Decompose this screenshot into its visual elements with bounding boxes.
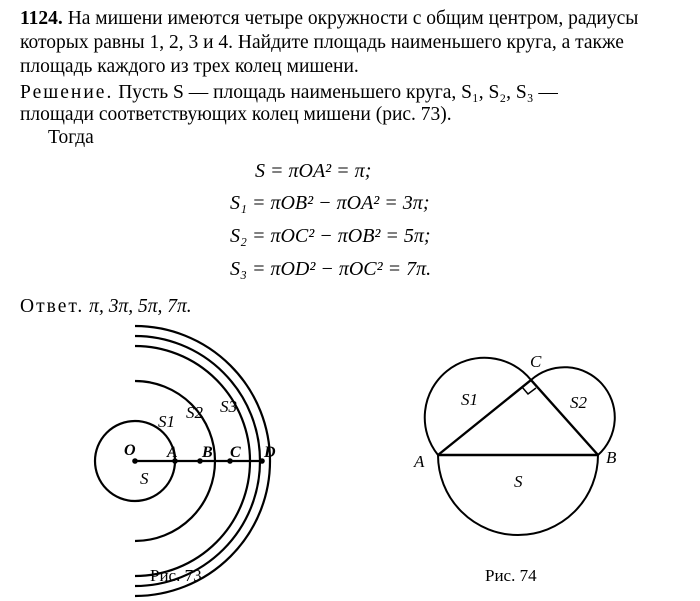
figure-74 [425,358,615,535]
solution-text-1: Пусть S — площадь наименьшего круга, S₁, S₂, S₃ — [118,82,558,103]
equation-s3: S₃ = πOD² − πOC² = 7π. [230,258,432,280]
label74-c: C [530,352,542,371]
label-a: A [167,444,178,461]
label-s2: S2 [186,403,203,422]
label74-s1: S1 [461,390,478,409]
answer-label: Ответ. [20,296,85,317]
equation-s2: S₂ = πOC² − πOB² = 5π; [230,225,431,247]
label-s: S [140,469,149,488]
figure-73-labels [124,397,276,488]
right-angle-mark [522,387,536,394]
figure-74-caption: Рис. 74 [485,566,537,585]
label74-s2: S2 [570,393,587,412]
equation-s: S = πOA² = π; [255,160,372,182]
label-s1: S1 [158,412,175,431]
answer-value: π, 3π, 5π, 7π. [89,296,192,317]
solution-label: Решение. [20,82,114,103]
figure-73 [95,326,270,596]
label-s3: S3 [220,397,237,416]
solution-line-2: площади соответствующих колец мишени (рис. 73). [20,104,452,125]
problem-text-1: На мишени имеются четыре окружности с общим центром, радиусы [67,8,639,29]
problem-line-2: которых равны 1, 2, 3 и 4. Найдите площадь наименьшего круга, а также [20,32,624,53]
label74-s: S [514,472,523,491]
label74-b: B [606,448,617,467]
label-b: B [202,444,213,461]
label-o: O [124,442,136,459]
label-d: D [264,444,276,461]
triangle-side-cb [531,380,598,455]
triangle-side-ac [438,380,531,455]
solution-then: Тогда [48,127,94,148]
equation-s1: S₁ = πOB² − πOA² = 3π; [230,192,430,214]
problem-number: 1124. [20,8,63,29]
label-c: C [230,444,241,461]
circle-ab-arc [438,455,598,535]
point-o [132,458,138,464]
label74-a: A [414,452,425,471]
problem-line-3: площадь каждого из трех колец мишени. [20,56,359,77]
figure-73-caption: Рис. 73 [150,566,202,585]
